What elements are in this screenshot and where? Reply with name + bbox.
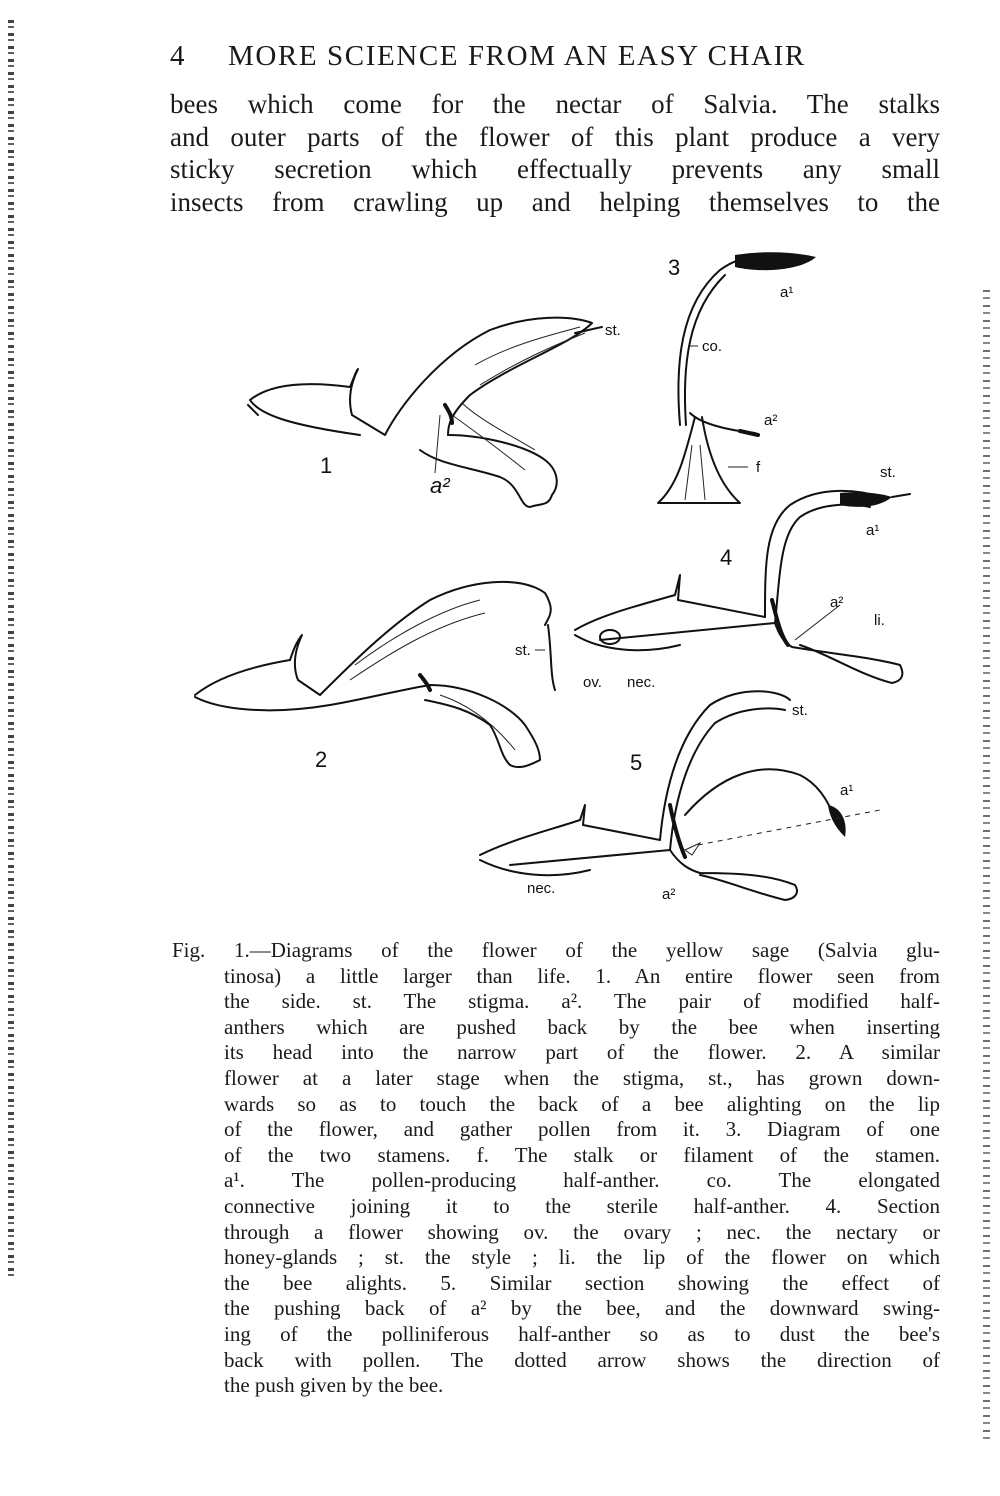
body-line: bees which come for the nectar of Salvia. The stalks xyxy=(170,89,940,119)
salvia-flower-figure xyxy=(180,245,940,915)
caption-line: ing of the polliniferous half-anther so as to dust the bee's xyxy=(224,1321,940,1346)
diagram-2 xyxy=(195,582,555,772)
label-nec-4: nec. xyxy=(627,674,656,691)
running-head xyxy=(170,40,940,80)
body-line: insects from crawling up and helping themselves to the xyxy=(170,186,940,217)
scan-edge-left xyxy=(8,20,14,1280)
caption-line: the bee alights. 5. Similar section showing the effect of xyxy=(224,1270,940,1295)
diagram-5 xyxy=(480,691,880,903)
caption-line: connective joining it to the sterile half-anther. 4. Section xyxy=(224,1193,940,1218)
caption-line: a¹. The pollen-producing half-anther. co. The elongated xyxy=(224,1168,940,1193)
caption-line: flower at a later stage when the stigma, st., has grown down- xyxy=(224,1065,940,1090)
figure-number-5: 5 xyxy=(630,750,643,775)
caption-line: the push given by the bee. xyxy=(224,1373,444,1398)
caption-line: the pushing back of a² by the bee, and the downward swing- xyxy=(224,1296,940,1321)
label-a2-5: a² xyxy=(662,886,676,903)
body-paragraph xyxy=(170,88,940,218)
caption-line: Fig. 1.—Diagrams of the flower of the yellow sage (Salvia glu- xyxy=(172,938,940,962)
label-st-5: st. xyxy=(792,702,808,719)
label-a1-5: a¹ xyxy=(840,782,854,799)
caption-line: anthers which are pushed back by the bee when inserting xyxy=(224,1014,940,1039)
label-nec-5: nec. xyxy=(527,880,556,897)
caption-line: wards so as to touch the back of a bee alighting on the lip xyxy=(224,1091,940,1116)
caption-line: honey-glands ; st. the style ; li. the lip of the flower on which xyxy=(224,1245,940,1270)
diagram-1 xyxy=(248,318,621,507)
label-a2-4: a² xyxy=(830,594,844,611)
label-a1-3: a¹ xyxy=(780,284,794,301)
label-st-1: st. xyxy=(605,322,621,339)
caption-line: tinosa) a little larger than life. 1. An entire flower seen from xyxy=(224,963,940,988)
figure-drawing xyxy=(180,245,940,915)
body-line: and outer parts of the flower of this plant produce a very xyxy=(170,121,940,152)
figure-caption xyxy=(172,938,940,1399)
label-f: f xyxy=(756,459,761,476)
caption-line: the side. st. The stigma. a². The pair of modified half- xyxy=(224,989,940,1014)
label-co: co. xyxy=(702,338,723,355)
label-st-2: st. xyxy=(515,642,531,659)
label-ov: ov. xyxy=(583,674,602,691)
book-title: MORE SCIENCE FROM AN EASY CHAIR xyxy=(228,40,806,72)
figure-number-1: 1 xyxy=(320,453,333,478)
body-line: sticky secretion which effectually prevents any small xyxy=(170,154,940,184)
caption-line: of the flower, and gather pollen from it. 3. Diagram of one xyxy=(224,1117,940,1142)
label-a2-1: a² xyxy=(430,473,450,498)
caption-line: of the two stamens. f. The stalk or filament of the stamen. xyxy=(224,1142,940,1167)
figure-number-4: 4 xyxy=(720,545,733,570)
diagram-4 xyxy=(575,464,910,691)
label-st-4: st. xyxy=(880,464,896,481)
label-a2-3: a² xyxy=(764,412,778,429)
caption-line: back with pollen. The dotted arrow shows the direction of xyxy=(224,1347,940,1372)
label-a1-4: a¹ xyxy=(866,522,880,539)
figure-number-2: 2 xyxy=(315,747,328,772)
page-number: 4 xyxy=(170,40,186,72)
scan-edge-right xyxy=(983,290,990,1440)
diagram-3 xyxy=(658,252,816,503)
caption-line: through a flower showing ov. the ovary ; nec. the nectary or xyxy=(224,1219,940,1244)
label-li: li. xyxy=(874,612,885,629)
caption-line: its head into the narrow part of the flower. 2. A similar xyxy=(224,1040,940,1065)
figure-number-3: 3 xyxy=(668,255,681,280)
